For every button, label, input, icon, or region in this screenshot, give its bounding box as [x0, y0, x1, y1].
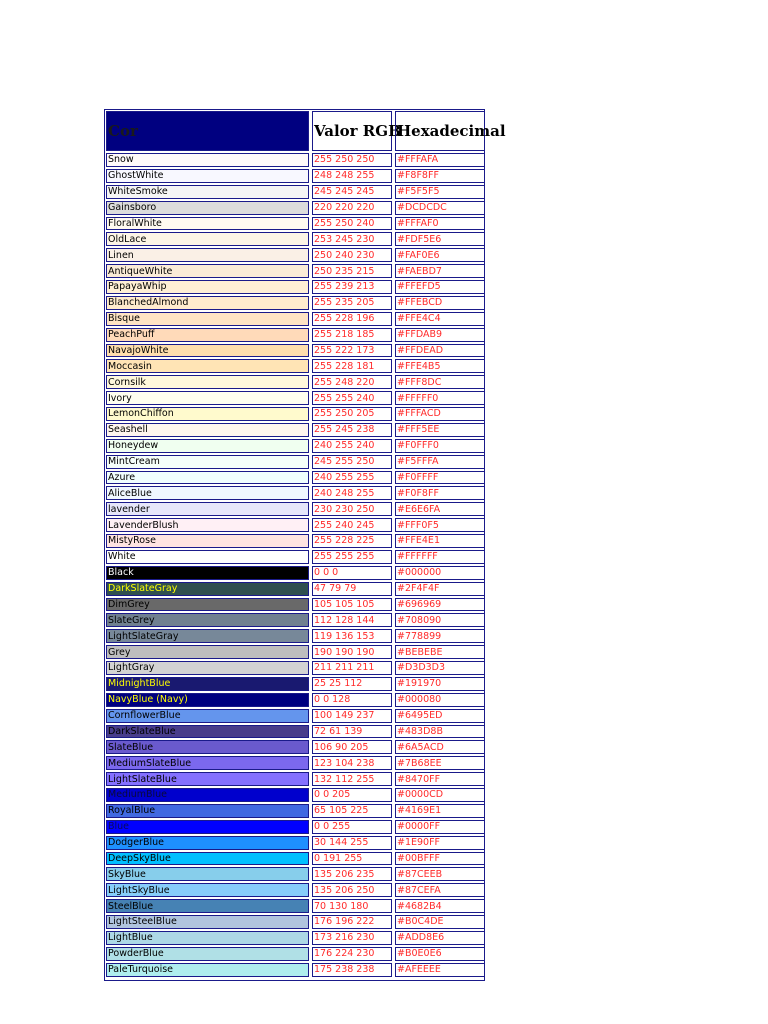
hex-value-cell: #87CEEB [395, 867, 485, 881]
hex-value-cell: #BEBEBE [395, 645, 485, 659]
rgb-value-cell: 0 0 205 [312, 788, 392, 802]
color-name-cell: WhiteSmoke [106, 185, 309, 199]
rgb-value-cell: 255 218 185 [312, 328, 392, 342]
rgb-value-cell: 0 0 0 [312, 566, 392, 580]
table-row [106, 566, 483, 580]
rgb-value-cell: 47 79 79 [312, 582, 392, 596]
table-row [106, 867, 483, 881]
table-row [106, 375, 483, 389]
rgb-value-cell: 250 240 230 [312, 248, 392, 262]
rgb-value-cell: 176 196 222 [312, 915, 392, 929]
color-name-cell: Ivory [106, 391, 309, 405]
rgb-value-cell: 135 206 250 [312, 883, 392, 897]
hex-value-cell: #F0FFFF [395, 471, 485, 485]
hex-value-cell: #FFF8DC [395, 375, 485, 389]
color-name-cell: NavyBlue (Navy) [106, 693, 309, 707]
color-name-cell: DeepSkyBlue [106, 852, 309, 866]
hex-value-cell: #8470FF [395, 772, 485, 786]
table-row [106, 852, 483, 866]
hex-value-cell: #000080 [395, 693, 485, 707]
hex-value-cell: #F8F8FF [395, 169, 485, 183]
color-name-cell: Cornsilk [106, 375, 309, 389]
color-name-cell: PowderBlue [106, 947, 309, 961]
rgb-value-cell: 255 228 225 [312, 534, 392, 548]
rgb-value-cell: 175 238 238 [312, 963, 392, 977]
hex-value-cell: #ADD8E6 [395, 931, 485, 945]
color-name-cell: PapayaWhip [106, 280, 309, 294]
color-name-cell: SkyBlue [106, 867, 309, 881]
color-name-cell: BlanchedAlmond [106, 296, 309, 310]
table-header-row [106, 111, 506, 151]
hex-value-cell: #B0C4DE [395, 915, 485, 929]
rgb-value-cell: 240 255 240 [312, 439, 392, 453]
table-row [106, 344, 483, 358]
rgb-value-cell: 255 228 196 [312, 312, 392, 326]
color-name-cell: Azure [106, 471, 309, 485]
rgb-value-cell: 123 104 238 [312, 756, 392, 770]
hex-value-cell: #0000CD [395, 788, 485, 802]
hex-value-cell: #F5FFFA [395, 455, 485, 469]
table-row [106, 486, 483, 500]
rgb-value-cell: 132 112 255 [312, 772, 392, 786]
table-row [106, 201, 483, 215]
table-row [106, 598, 483, 612]
color-name-cell: PeachPuff [106, 328, 309, 342]
hex-value-cell: #191970 [395, 677, 485, 691]
hex-value-cell: #4169E1 [395, 804, 485, 818]
table-row [106, 629, 483, 643]
header-hex: Hexadecimal [395, 111, 485, 151]
rgb-value-cell: 255 222 173 [312, 344, 392, 358]
table-row [106, 312, 483, 326]
color-name-cell: LightSlateBlue [106, 772, 309, 786]
hex-value-cell: #F5F5F5 [395, 185, 485, 199]
color-name-cell: Snow [106, 153, 309, 167]
rgb-value-cell: 100 149 237 [312, 709, 392, 723]
table-row [106, 661, 483, 675]
rgb-value-cell: 255 255 255 [312, 550, 392, 564]
rgb-value-cell: 255 250 250 [312, 153, 392, 167]
table-row [106, 407, 483, 421]
hex-value-cell: #696969 [395, 598, 485, 612]
rgb-value-cell: 255 248 220 [312, 375, 392, 389]
table-row [106, 328, 483, 342]
color-name-cell: AntiqueWhite [106, 264, 309, 278]
color-name-cell: LemonChiffon [106, 407, 309, 421]
color-name-cell: OldLace [106, 232, 309, 246]
table-row [106, 455, 483, 469]
rgb-value-cell: 250 235 215 [312, 264, 392, 278]
table-row [106, 264, 483, 278]
hex-value-cell: #000000 [395, 566, 485, 580]
hex-value-cell: #0000FF [395, 820, 485, 834]
color-name-cell: lavender [106, 502, 309, 516]
table-row [106, 248, 483, 262]
hex-value-cell: #FFEFD5 [395, 280, 485, 294]
rgb-value-cell: 245 245 245 [312, 185, 392, 199]
rgb-value-cell: 255 235 205 [312, 296, 392, 310]
hex-value-cell: #7B68EE [395, 756, 485, 770]
table-row [106, 756, 483, 770]
color-name-cell: RoyalBlue [106, 804, 309, 818]
color-name-cell: MidnightBlue [106, 677, 309, 691]
table-row [106, 709, 483, 723]
hex-value-cell: #778899 [395, 629, 485, 643]
table-row [106, 217, 483, 231]
color-name-cell: LightSkyBlue [106, 883, 309, 897]
color-name-cell: Linen [106, 248, 309, 262]
table-row [106, 931, 483, 945]
table-row [106, 582, 483, 596]
header-color: Cor [106, 111, 309, 151]
hex-value-cell: #B0E0E6 [395, 947, 485, 961]
color-name-cell: LightSteelBlue [106, 915, 309, 929]
table-row [106, 280, 483, 294]
color-name-cell: Honeydew [106, 439, 309, 453]
hex-value-cell: #FFDEAD [395, 344, 485, 358]
hex-value-cell: #AFEEEE [395, 963, 485, 977]
rgb-value-cell: 106 90 205 [312, 740, 392, 754]
hex-value-cell: #6A5ACD [395, 740, 485, 754]
color-name-cell: Blue [106, 820, 309, 834]
color-name-cell: MistyRose [106, 534, 309, 548]
color-name-cell: Seashell [106, 423, 309, 437]
hex-value-cell: #4682B4 [395, 899, 485, 913]
rgb-value-cell: 255 228 181 [312, 359, 392, 373]
hex-value-cell: #FFF0F5 [395, 518, 485, 532]
table-row [106, 296, 483, 310]
rgb-value-cell: 255 245 238 [312, 423, 392, 437]
rgb-value-cell: 255 239 213 [312, 280, 392, 294]
rgb-value-cell: 105 105 105 [312, 598, 392, 612]
color-name-cell: GhostWhite [106, 169, 309, 183]
hex-value-cell: #FFF5EE [395, 423, 485, 437]
color-name-cell: Grey [106, 645, 309, 659]
rgb-value-cell: 0 191 255 [312, 852, 392, 866]
table-row [106, 471, 483, 485]
rgb-value-cell: 220 220 220 [312, 201, 392, 215]
rgb-value-cell: 240 248 255 [312, 486, 392, 500]
table-row [106, 232, 483, 246]
table-row [106, 153, 483, 167]
hex-value-cell: #FFFFF0 [395, 391, 485, 405]
table-row [106, 883, 483, 897]
table-row [106, 804, 483, 818]
table-row [106, 772, 483, 786]
color-name-cell: PaleTurquoise [106, 963, 309, 977]
table-row [106, 359, 483, 373]
rgb-value-cell: 65 105 225 [312, 804, 392, 818]
rgb-value-cell: 25 25 112 [312, 677, 392, 691]
hex-value-cell: #2F4F4F [395, 582, 485, 596]
color-name-cell: SteelBlue [106, 899, 309, 913]
rgb-value-cell: 72 61 139 [312, 725, 392, 739]
rgb-value-cell: 176 224 230 [312, 947, 392, 961]
table-row [106, 963, 483, 977]
hex-value-cell: #00BFFF [395, 852, 485, 866]
hex-value-cell: #FFFFFF [395, 550, 485, 564]
color-name-cell: Gainsboro [106, 201, 309, 215]
table-row [106, 693, 483, 707]
hex-value-cell: #FFFAF0 [395, 217, 485, 231]
color-name-cell: CornflowerBlue [106, 709, 309, 723]
color-name-cell: AliceBlue [106, 486, 309, 500]
rgb-value-cell: 0 0 128 [312, 693, 392, 707]
hex-value-cell: #FFFACD [395, 407, 485, 421]
table-row [106, 534, 483, 548]
hex-value-cell: #1E90FF [395, 836, 485, 850]
color-name-cell: Black [106, 566, 309, 580]
rgb-value-cell: 230 230 250 [312, 502, 392, 516]
rgb-value-cell: 70 130 180 [312, 899, 392, 913]
table-row [106, 740, 483, 754]
hex-value-cell: #FFE4B5 [395, 359, 485, 373]
table-row [106, 518, 483, 532]
rgb-value-cell: 245 255 250 [312, 455, 392, 469]
hex-value-cell: #FFE4C4 [395, 312, 485, 326]
hex-value-cell: #708090 [395, 613, 485, 627]
color-name-cell: FloralWhite [106, 217, 309, 231]
table-row [106, 788, 483, 802]
rgb-value-cell: 255 250 205 [312, 407, 392, 421]
hex-value-cell: #FFFAFA [395, 153, 485, 167]
header-rgb: Valor RGB [312, 111, 392, 151]
rgb-value-cell: 255 255 240 [312, 391, 392, 405]
rgb-value-cell: 135 206 235 [312, 867, 392, 881]
color-name-cell: Bisque [106, 312, 309, 326]
color-name-cell: DarkSlateBlue [106, 725, 309, 739]
table-row [106, 502, 483, 516]
table-row [106, 185, 483, 199]
table-row [106, 947, 483, 961]
rgb-value-cell: 190 190 190 [312, 645, 392, 659]
rgb-value-cell: 112 128 144 [312, 613, 392, 627]
table-row [106, 725, 483, 739]
hex-value-cell: #D3D3D3 [395, 661, 485, 675]
table-row [106, 423, 483, 437]
rgb-value-cell: 255 240 245 [312, 518, 392, 532]
rgb-value-cell: 0 0 255 [312, 820, 392, 834]
hex-value-cell: #DCDCDC [395, 201, 485, 215]
hex-value-cell: #483D8B [395, 725, 485, 739]
table-row [106, 613, 483, 627]
color-name-cell: MediumSlateBlue [106, 756, 309, 770]
table-row [106, 550, 483, 564]
table-body [106, 153, 483, 977]
rgb-value-cell: 173 216 230 [312, 931, 392, 945]
color-name-cell: SlateGrey [106, 613, 309, 627]
table-row [106, 836, 483, 850]
table-row [106, 915, 483, 929]
table-row [106, 169, 483, 183]
table-row [106, 820, 483, 834]
hex-value-cell: #FFE4E1 [395, 534, 485, 548]
hex-value-cell: #FAEBD7 [395, 264, 485, 278]
table-row [106, 677, 483, 691]
hex-value-cell: #F0FFF0 [395, 439, 485, 453]
rgb-value-cell: 253 245 230 [312, 232, 392, 246]
color-name-cell: DarkSlateGray [106, 582, 309, 596]
color-table [104, 109, 506, 981]
color-name-cell: NavajoWhite [106, 344, 309, 358]
color-name-cell: LightBlue [106, 931, 309, 945]
hex-value-cell: #F0F8FF [395, 486, 485, 500]
table-row [106, 645, 483, 659]
rgb-value-cell: 30 144 255 [312, 836, 392, 850]
color-name-cell: MintCream [106, 455, 309, 469]
hex-value-cell: #E6E6FA [395, 502, 485, 516]
hex-value-cell: #FAF0E6 [395, 248, 485, 262]
rgb-value-cell: 211 211 211 [312, 661, 392, 675]
color-name-cell: White [106, 550, 309, 564]
rgb-value-cell: 240 255 255 [312, 471, 392, 485]
color-name-cell: Moccasin [106, 359, 309, 373]
table-row [106, 899, 483, 913]
color-name-cell: LavenderBlush [106, 518, 309, 532]
color-name-cell: LightSlateGray [106, 629, 309, 643]
rgb-value-cell: 255 250 240 [312, 217, 392, 231]
hex-value-cell: #6495ED [395, 709, 485, 723]
color-name-cell: MediumBlue [106, 788, 309, 802]
color-name-cell: DodgerBlue [106, 836, 309, 850]
hex-value-cell: #FFEBCD [395, 296, 485, 310]
color-name-cell: SlateBlue [106, 740, 309, 754]
hex-value-cell: #87CEFA [395, 883, 485, 897]
table-row [106, 391, 483, 405]
rgb-value-cell: 248 248 255 [312, 169, 392, 183]
hex-value-cell: #FFDAB9 [395, 328, 485, 342]
rgb-value-cell: 119 136 153 [312, 629, 392, 643]
hex-value-cell: #FDF5E6 [395, 232, 485, 246]
color-name-cell: LightGray [106, 661, 309, 675]
table-row [106, 439, 483, 453]
color-name-cell: DimGrey [106, 598, 309, 612]
